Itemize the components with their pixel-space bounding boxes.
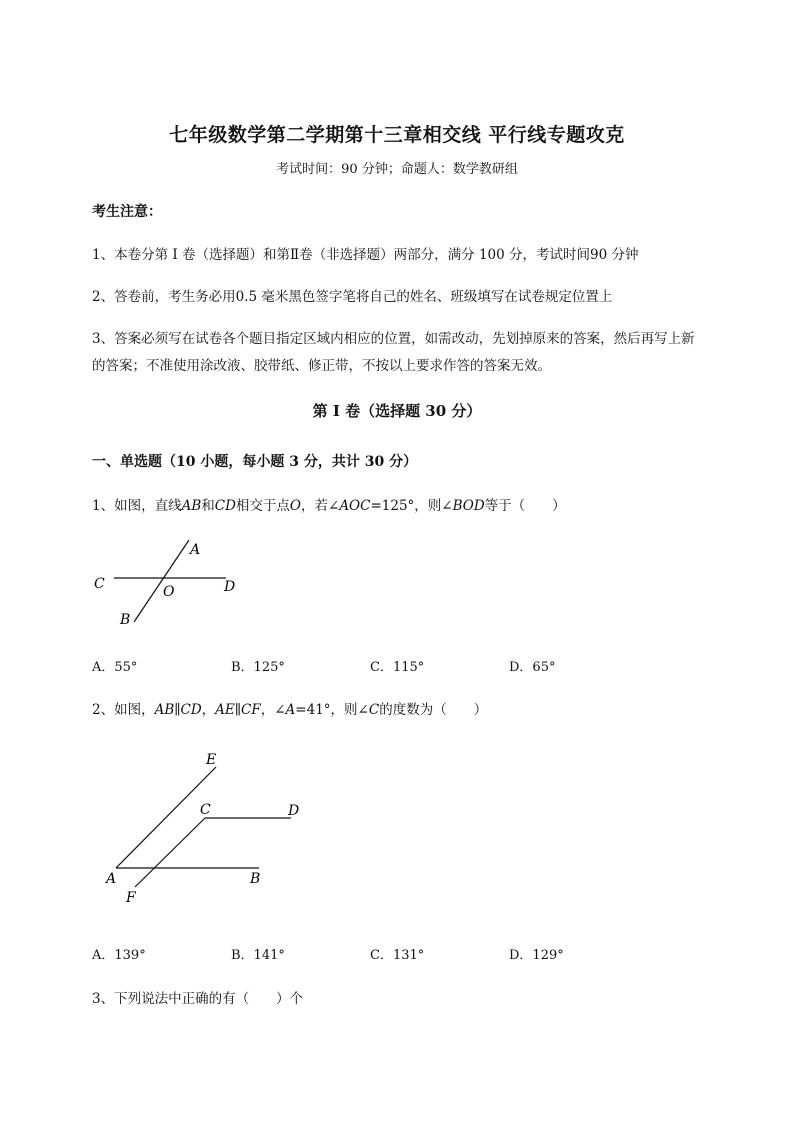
notice-item-3-cont: 的答案；不准使用涂改液、胶带纸、修正带，不按以上要求作答的答案无效。 (92, 358, 551, 374)
label-o: O (163, 584, 175, 600)
q2-option-d[interactable]: D．129° (509, 948, 564, 963)
label-d: D (224, 579, 236, 595)
notice-item-2: 2、答卷前，考生务必用0.5 毫米黑色签字笔将自己的姓名、班级填写在试卷规定位置上 (92, 289, 613, 305)
label-c: C (94, 576, 105, 592)
label-a: A (190, 542, 201, 558)
q1-option-c[interactable]: C．115° (370, 660, 425, 675)
notice-item-3: 3、答案必须写在试卷各个题目指定区域内相应的位置，如需改动，先划掉原来的答案，然后再写上新 (92, 331, 695, 347)
question-1: 1、如图，直线AB和CD相交于点O，若∠AOC=125°，则∠BOD等于（ ） (92, 498, 566, 514)
label-d: D (288, 803, 300, 819)
figure-1 (80, 530, 260, 640)
q2-option-c[interactable]: C．131° (370, 948, 425, 963)
label-b: B (120, 612, 131, 628)
q1-option-a[interactable]: A．55° (92, 660, 138, 675)
q1-option-d[interactable]: D．65° (509, 660, 556, 675)
section-title: 第 I 卷（选择题 30 分） (312, 402, 482, 420)
question-3: 3、下列说法中正确的有（ ）个 (92, 991, 304, 1007)
line-cf (135, 818, 205, 887)
q2-option-b[interactable]: B．141° (231, 948, 285, 963)
label-e: E (206, 752, 217, 768)
notice-heading: 考生注意： (92, 204, 162, 220)
page-title: 七年级数学第二学期第十三章相交线 平行线专题攻克 (169, 124, 625, 146)
part-heading: 一、单选题（10 小题，每小题 3 分，共计 30 分） (92, 454, 418, 470)
label-b: B (250, 871, 261, 887)
question-2: 2、如图，AB∥CD，AE∥CF，∠A=41°，则∠C的度数为（ ） (92, 702, 488, 718)
label-a: A (106, 871, 117, 887)
figure-2 (95, 745, 315, 910)
q1-option-b[interactable]: B．125° (231, 660, 285, 675)
q2-option-a[interactable]: A．139° (92, 948, 146, 963)
exam-info: 考试时间：90 分钟；命题人：数学教研组 (276, 162, 518, 177)
line-ab (134, 540, 189, 622)
label-c: C (200, 802, 211, 818)
notice-item-1: 1、本卷分第 I 卷（选择题）和第Ⅱ卷（非选择题）两部分，满分 100 分，考试时间90 分钟 (92, 247, 639, 263)
label-f: F (126, 890, 136, 906)
